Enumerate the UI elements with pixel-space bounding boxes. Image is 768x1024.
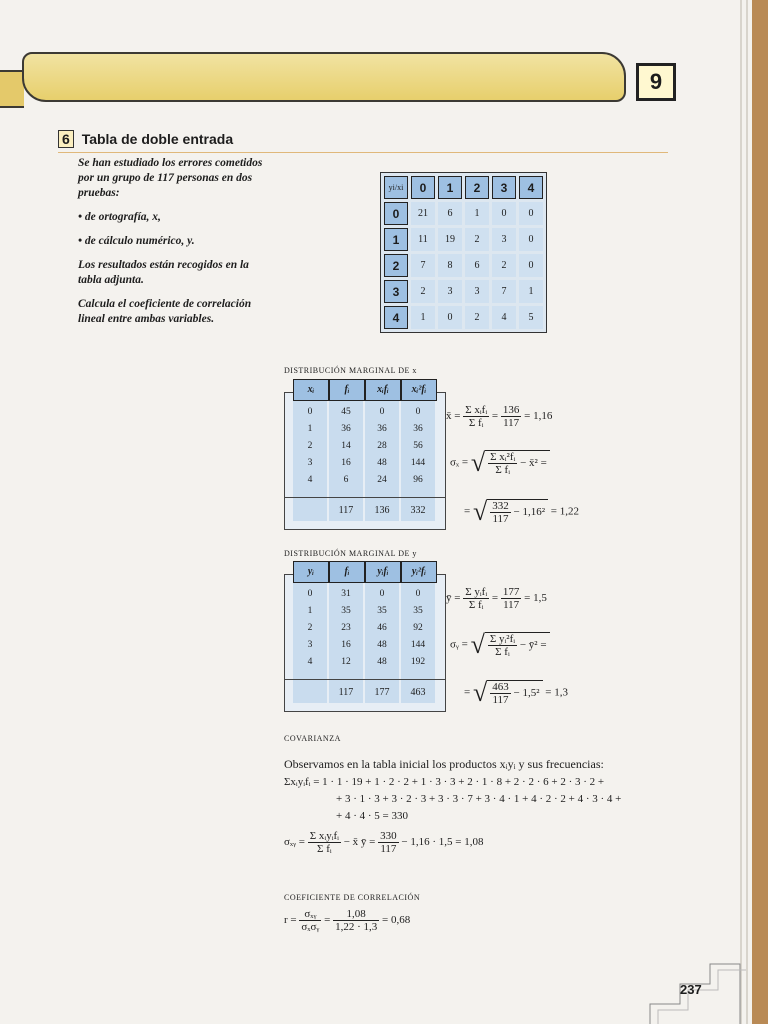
table-row (384, 254, 543, 277)
table-cell: 2 (492, 254, 516, 277)
sigma-y-den: Σ fᵢ (495, 646, 510, 658)
mean-y-num: Σ yᵢfᵢ (465, 586, 488, 598)
column-header: xᵢfᵢ (365, 379, 401, 401)
table-cell: 0 (519, 254, 543, 277)
section-title (58, 130, 233, 148)
table-cell: 1 (519, 280, 543, 303)
covariance-lhs: σₓᵧ = (284, 836, 305, 849)
page-edge (740, 0, 742, 1024)
table-cell: 35 (341, 606, 351, 616)
x-header: 4 (519, 176, 543, 199)
table-corner: yi/xi (384, 176, 408, 199)
table-cell: 5 (519, 306, 543, 329)
sigma-y-value: = 1,3 (545, 686, 568, 699)
section-title-text: Tabla de doble entrada (81, 131, 234, 147)
double-entry-table (380, 172, 547, 333)
table-cell: 1 (307, 424, 313, 434)
y-header: 4 (384, 306, 408, 329)
correlation-num: σₓᵧ (299, 908, 321, 921)
sigma-x-den-value: 117 (492, 513, 509, 525)
table-cell: 0 (379, 589, 385, 599)
covariance-caption: COVARIANZA (284, 734, 341, 743)
mean-y-result: = 1,5 (524, 592, 547, 605)
header-band-left (0, 70, 24, 108)
column-header: yᵢ²fᵢ (401, 561, 437, 583)
table-cell: 16 (341, 458, 351, 468)
marginal-x-caption: DISTRIBUCIÓN MARGINAL DE x (284, 366, 417, 375)
sigma-y-result: = √ $\frac{463}{117}$ − 1,5² = 1,3 (464, 678, 568, 707)
mean-x-den: Σ fᵢ (468, 417, 484, 429)
y-header: 1 (384, 228, 408, 251)
marginal-y-caption: DISTRIBUCIÓN MARGINAL DE y (284, 549, 417, 558)
table-cell: 192 (410, 657, 426, 667)
table-cell: 48 (377, 640, 387, 650)
table-row (384, 228, 543, 251)
totals-separator (285, 679, 445, 680)
covariance-num-value: 330 (380, 830, 397, 842)
table-cell: 0 (519, 202, 543, 225)
y-header: 0 (384, 202, 408, 225)
x-header: 3 (492, 176, 516, 199)
column-header: yᵢfᵢ (365, 561, 401, 583)
table-cell: 35 (413, 606, 423, 616)
table-cell: 46 (377, 623, 387, 633)
correlation-caption: COEFICIENTE DE CORRELACIÓN (284, 893, 421, 902)
mean-y-lhs: ȳ = (446, 592, 461, 605)
covariance-sum-line2: + 3 · 1 · 3 + 3 · 2 · 3 + 3 · 3 · 7 + 3 · 4 · 1 + 4 · 2 · 2 + 4 · 3 · 4 + (336, 793, 622, 805)
table-cell: 6 (465, 254, 489, 277)
correlation-lhs: r = (284, 914, 297, 927)
corner-y-label: yi (388, 183, 395, 192)
sigma-x-tail-value: − 1,16² (513, 506, 546, 519)
covariance-mid: − x̄ ȳ = (343, 836, 376, 849)
table-cell: 48 (377, 657, 387, 667)
covariance-num: Σ xᵢyᵢfᵢ (309, 830, 339, 842)
table-cell: 48 (377, 458, 387, 468)
mean-y-den: Σ fᵢ (468, 599, 484, 611)
sigma-x-result: = √ $\frac{332}{117}$ − 1,16² = 1,22 (464, 497, 579, 526)
table-cell: 8 (438, 254, 462, 277)
covariance-sum-line1: Σxᵢyᵢfᵢ = 1 · 1 · 19 + 1 · 2 · 2 + 1 · 3 · 3 + 2 · 1 · 8 + 2 · 2 · 6 + 2 · 3 · 2 + (284, 776, 605, 788)
table-cell: 0 (438, 306, 462, 329)
y-header: 2 (384, 254, 408, 277)
radical-icon: √ (470, 630, 485, 659)
table-cell: 28 (377, 441, 387, 451)
column-header: xᵢ (293, 379, 329, 401)
x-header: 1 (438, 176, 462, 199)
sigma-x-num-value: 332 (492, 500, 509, 512)
table-total: 117 (338, 505, 354, 516)
section-number: 6 (58, 130, 74, 148)
table-cell: 144 (410, 640, 426, 650)
mean-x-result: = 1,16 (524, 410, 553, 423)
column-header: yᵢ (293, 561, 329, 583)
table-cell: 2 (465, 306, 489, 329)
mean-x-formula: x̄ = $\frac{\text{Σ xᵢfᵢ}}{\text{Σ fᵢ}}$ = $\frac{136}{117}$ = 1,16 (446, 404, 553, 429)
covariance-intro: Observamos en la tabla inicial los productos xᵢyᵢ y sus frecuencias: (284, 757, 604, 771)
sigma-y-formula (450, 630, 550, 660)
table-cell: 0 (415, 407, 421, 417)
table-cell: 21 (411, 202, 435, 225)
table-cell: 16 (341, 640, 351, 650)
table-cell: 0 (379, 407, 385, 417)
correlation-formula: r = $\frac{\text{σₓᵧ}}{\text{σₓσᵧ}}$ = $\frac{1,08}{1,22 \cdot 1,3}$ = 0,68 (284, 908, 411, 933)
page-edge (746, 0, 748, 1024)
marginal-x-table (284, 384, 446, 530)
table-cell: 35 (377, 606, 387, 616)
problem-statement (78, 156, 266, 336)
covariance-formula (284, 830, 483, 855)
table-cell: 1 (465, 202, 489, 225)
table-cell: 1 (307, 606, 313, 616)
problem-question: Calcula el coeficiente de correlación lineal entre ambas variables. (78, 298, 252, 325)
table-cell: 96 (413, 475, 423, 485)
table-cell: 24 (377, 475, 387, 485)
table-cell: 2 (465, 228, 489, 251)
table-total: 136 (374, 505, 390, 516)
problem-bullet-x: • de ortografía, x, (78, 211, 161, 223)
table-cell: 14 (341, 441, 351, 451)
problem-bullet-y: • de cálculo numérico, y. (78, 235, 195, 247)
table-cell: 7 (411, 254, 435, 277)
table-cell: 36 (341, 424, 351, 434)
table-cell: 4 (492, 306, 516, 329)
sigma-y-lhs: σᵧ = (450, 638, 468, 651)
y-header: 3 (384, 280, 408, 303)
problem-intro: Se han estudiado los errores cometidos por un grupo de 117 personas en dos pruebas: (78, 157, 263, 199)
table-cell: 0 (307, 589, 313, 599)
sigma-x-tail: − x̄² = (520, 457, 547, 470)
x-header: 0 (411, 176, 435, 199)
radical-icon: √ (472, 497, 488, 526)
table-cell: 92 (413, 623, 423, 633)
totals-separator (285, 497, 445, 498)
radical-icon: √ (472, 678, 488, 707)
table-cell: 36 (413, 424, 423, 434)
table-cell: 11 (411, 228, 435, 251)
table-cell: 3 (307, 458, 313, 468)
table-cell: 56 (413, 441, 423, 451)
table-cell: 3 (438, 280, 462, 303)
correlation-den: σₓσᵧ (301, 921, 320, 933)
table-total: 463 (410, 687, 426, 698)
section-rule (58, 152, 668, 153)
covariance-sum-line3: + 4 · 4 · 5 = 330 (336, 810, 408, 822)
table-cell: 4 (307, 657, 313, 667)
page-number: 237 (680, 982, 702, 997)
table-row (384, 280, 543, 303)
table-cell: 7 (492, 280, 516, 303)
marginal-y-table (284, 566, 446, 712)
correlation-den-value: 1,22 · 1,3 (335, 921, 378, 933)
sigma-y-tail: − ȳ² = (519, 639, 547, 652)
table-cell: 0 (307, 407, 313, 417)
table-row (384, 202, 543, 225)
table-cell: 12 (341, 657, 351, 667)
radical-icon: √ (470, 448, 486, 477)
table-cell: 6 (343, 475, 349, 485)
covariance-result: − 1,16 · 1,5 = 1,08 (401, 836, 484, 849)
mean-y-formula: ȳ = $\frac{\text{Σ yᵢfᵢ}}{\text{Σ fᵢ}}$ = $\frac{177}{117}$ = 1,5 (446, 586, 547, 611)
table-cell: 19 (438, 228, 462, 251)
table-row (384, 306, 543, 329)
table-cell: 2 (307, 441, 313, 451)
sigma-y-tail-value: − 1,5² (513, 687, 540, 700)
sigma-x-value: = 1,22 (550, 505, 579, 518)
correlation-result: = 0,68 (381, 914, 411, 927)
column-header: xᵢ²fᵢ (401, 379, 437, 401)
chapter-number: 9 (636, 63, 676, 101)
table-cell: 1 (411, 306, 435, 329)
table-cell: 3 (492, 228, 516, 251)
mean-x-num-value: 136 (502, 404, 520, 416)
table-cell: 2 (307, 623, 313, 633)
x-header: 2 (465, 176, 489, 199)
table-total: 117 (338, 687, 354, 698)
mean-x-num: Σ xᵢfᵢ (465, 404, 488, 416)
header-band (22, 52, 626, 102)
problem-para: Los resultados están recogidos en la tabla adjunta. (78, 259, 249, 286)
sigma-y-num: Σ yᵢ²fᵢ (489, 633, 516, 645)
sigma-x-formula (450, 448, 550, 478)
table-cell: 3 (307, 640, 313, 650)
table-cell: 2 (411, 280, 435, 303)
column-header: fᵢ (329, 561, 365, 583)
table-total: 332 (410, 505, 426, 516)
sigma-y-num-value: 463 (492, 681, 509, 693)
mean-x-lhs: x̄ = (446, 410, 461, 423)
table-cell: 23 (341, 623, 351, 633)
table-cell: 0 (415, 589, 421, 599)
column-header: fᵢ (329, 379, 365, 401)
sigma-y-den-value: 117 (492, 694, 509, 706)
correlation-num-value: 1,08 (333, 908, 379, 921)
table-cell: 31 (341, 589, 351, 599)
table-cell: 0 (492, 202, 516, 225)
table-cell: 36 (377, 424, 387, 434)
sigma-x-num: Σ xᵢ²fᵢ (490, 451, 516, 463)
mean-x-den-value: 117 (503, 417, 520, 429)
covariance-den: Σ fᵢ (317, 843, 332, 855)
mean-y-num-value: 177 (502, 586, 520, 598)
corner-x-label: xi (397, 183, 404, 192)
table-cell: 6 (438, 202, 462, 225)
table-cell: 4 (307, 475, 313, 485)
table-total: 177 (374, 687, 390, 698)
table-cell: 3 (465, 280, 489, 303)
table-cell: 144 (410, 458, 426, 468)
sigma-x-lhs: σₓ = (450, 456, 469, 469)
sigma-x-den: Σ fᵢ (495, 464, 511, 476)
table-cell: 45 (341, 407, 351, 417)
table-cell: 0 (519, 228, 543, 251)
mean-y-den-value: 117 (503, 599, 520, 611)
covariance-den-value: 117 (380, 843, 397, 855)
